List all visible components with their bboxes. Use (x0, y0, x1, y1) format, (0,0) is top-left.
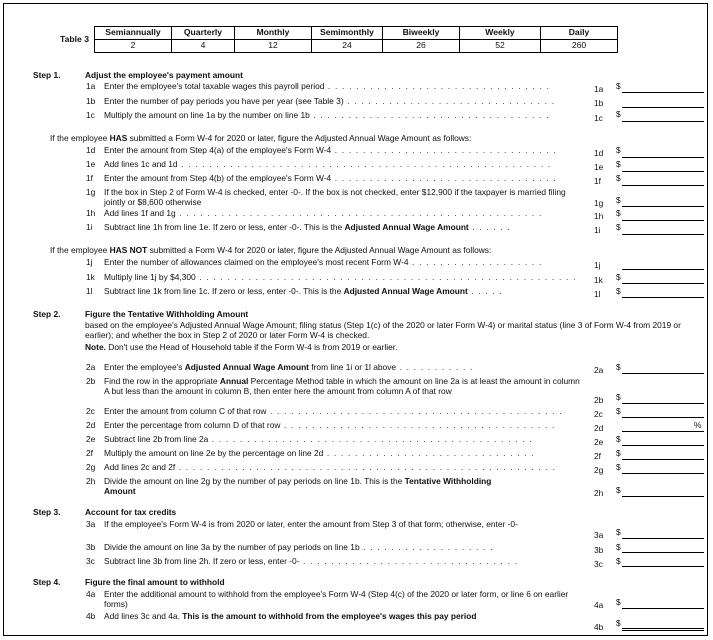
amount-field-1k[interactable] (622, 283, 704, 284)
table-3-value: 2 (94, 40, 171, 53)
line-text: Enter the number of allowances claimed on the employee's most recent Form W-4 . . . . . . . . . . . . . . . . . . . (104, 257, 543, 267)
line-text: Enter the additional amount to withhold from the employee's Form W-4 (Step 4(c) of the 2020 or later form, or line 6 on earlier forms) (104, 589, 569, 609)
line-code: 2e (594, 437, 604, 447)
line-code: 1a (594, 84, 604, 94)
dollar-sign: $ (616, 362, 621, 372)
amount-field-4b[interactable] (622, 628, 704, 631)
line-text: Add lines 1f and 1g . . . . . . . . . . . . . . . . . . . . . . . . . . . . . . . . . . . . . . . . . . . . . . . . . . . . (104, 208, 543, 218)
line-text: If the box in Step 2 of Form W-4 is checked, enter -0-. If the box is not checked, enter $12,900 if the taxpayer is married filing jointly or $8,600 otherwise (104, 187, 566, 207)
amount-field-1b[interactable] (622, 107, 704, 108)
amount-field-2b[interactable] (622, 403, 704, 404)
line-code: 1e (594, 162, 604, 172)
dollar-sign: $ (616, 597, 621, 607)
dollar-sign: $ (616, 406, 621, 416)
table-3-value: 260 (540, 40, 617, 53)
line-code: 4a (594, 600, 604, 610)
line-code: 1l (594, 289, 601, 299)
dollar-sign: $ (616, 81, 621, 91)
step-3-title: Account for tax credits (85, 507, 177, 517)
dollar-sign: $ (616, 462, 621, 472)
step-1-title: Adjust the employee's payment amount (85, 70, 243, 80)
line-code: 1f (594, 176, 601, 186)
line-code: 1d (594, 148, 604, 158)
line-code: 2c (594, 409, 603, 419)
table-3-value: 24 (311, 40, 382, 53)
amount-field-1f[interactable] (622, 185, 704, 186)
amount-field-2e[interactable] (622, 445, 704, 446)
line-number: 4b (86, 611, 96, 621)
line-code: 2h (594, 488, 604, 498)
line-number: 2a (86, 362, 96, 372)
table-3-header: Semiannually (94, 27, 171, 40)
amount-field-1e[interactable] (622, 171, 704, 172)
table-3-header: Daily (540, 27, 617, 40)
dollar-sign: $ (616, 272, 621, 282)
line-number: 3a (86, 519, 96, 529)
line-text: Enter the employee's total taxable wages this payroll period . . . . . . . . . . . . . . . . . . . . . . . . . . . . . . . . (104, 81, 551, 91)
amount-field-2h[interactable] (622, 496, 704, 497)
line-number: 1d (86, 145, 96, 155)
amount-field-2g[interactable] (622, 473, 704, 474)
amount-field-3c[interactable] (622, 566, 704, 567)
amount-field-2a[interactable] (622, 373, 704, 374)
line-text: Enter the amount from Step 4(b) of the employee's Form W-4 . . . . . . . . . . . . . . . . . . . . . . . . . . . . . . . . (104, 173, 557, 183)
step-3-label: Step 3. (33, 507, 61, 517)
line-number: 1g (86, 187, 96, 197)
line-code: 3a (594, 530, 604, 540)
line-text: Multiply the amount on line 2e by the percentage on line 2d . . . . . . . . . . . . . . . . . . . . . . . . . . . . . . (104, 448, 535, 458)
dollar-sign: $ (616, 618, 621, 628)
amount-field-1i[interactable] (622, 234, 704, 235)
line-number: 3c (86, 556, 95, 566)
table-3-header: Weekly (459, 27, 540, 40)
amount-field-1d[interactable] (622, 157, 704, 158)
line-text: Multiply the amount on line 1a by the number on line 1b . . . . . . . . . . . . . . . . . . . . . . . . . . . . . . . . . . (104, 110, 550, 120)
line-code: 1h (594, 211, 604, 221)
dollar-sign: $ (616, 485, 621, 495)
line-code: 1i (594, 225, 601, 235)
line-number: 1b (86, 96, 96, 106)
amount-field-3b[interactable] (622, 552, 704, 553)
line-number: 1l (86, 286, 93, 296)
table-3-value: 4 (171, 40, 234, 53)
table-3-header: Monthly (234, 27, 311, 40)
percentage-field-2d[interactable] (622, 431, 704, 432)
step-2-note: Note. Don't use the Head of Household table if the Form W-4 is from 2019 or earlier. (85, 342, 398, 352)
amount-field-1g[interactable] (622, 206, 704, 207)
amount-field-4a[interactable] (622, 608, 704, 609)
line-text: Enter the percentage from column D of that row . . . . . . . . . . . . . . . . . . . . . . . . . . . . . . . . . . . . . . . (104, 420, 556, 430)
line-code: 2d (594, 423, 604, 433)
line-code: 1k (594, 275, 603, 285)
line-number: 2c (86, 406, 95, 416)
step-2-title: Figure the Tentative Withholding Amount (85, 309, 249, 319)
line-number: 2f (86, 448, 93, 458)
line-number: 2b (86, 376, 96, 386)
line-number: 1e (86, 159, 96, 169)
line-text: Divide the amount on line 2g by the number of pay periods on line 1b. This is the Tentative Withholding Amount (104, 476, 492, 496)
line-number: 1h (86, 208, 96, 218)
line-text: Enter the amount from column C of that row . . . . . . . . . . . . . . . . . . . . . . . . . . . . . . . . . . . . . . . . . . (104, 406, 563, 416)
step-2-description: based on the employee's Adjusted Annual Wage Amount; filing status (Step 1(c) of the 2020 or later Form W-4) or marital status (line 3 of Form W-4 from 2019 or earlier); and whether the box in Step 2 of 2020 or later Form W-4 is checked. (85, 320, 681, 340)
table-3-value: 12 (234, 40, 311, 53)
dollar-sign: $ (616, 222, 621, 232)
line-text: Add lines 2c and 2f . . . . . . . . . . . . . . . . . . . . . . . . . . . . . . . . . . . . . . . . . . . . . . . . . . . . . . (104, 462, 557, 472)
line-text: Subtract line 1k from line 1c. If zero or less, enter -0-. This is the Adjusted Annual Wage Amount . . . . . (104, 286, 504, 296)
table-3-value-row (58, 40, 617, 53)
amount-field-1l[interactable] (622, 297, 704, 298)
line-text: Add lines 3c and 4a. This is the amount to withhold from the employee's wages this pay period (104, 611, 477, 621)
table-3-header: Semimonthly (311, 27, 382, 40)
line-number: 2e (86, 434, 96, 444)
line-number: 1f (86, 173, 93, 183)
line-code: 3b (594, 545, 604, 555)
step-1-label: Step 1. (33, 70, 61, 80)
line-text: Subtract line 3b from line 2h. If zero or less, enter -0- . . . . . . . . . . . . . . . . . . . . . . . . . . . . . . . (104, 556, 519, 566)
amount-field-2c[interactable] (622, 417, 704, 418)
dollar-sign: $ (616, 109, 621, 119)
amount-field-1c[interactable] (622, 121, 704, 122)
table-3-header-row (58, 27, 617, 40)
line-text: Divide the amount on line 3a by the number of pay periods on line 1b . . . . . . . . . . . . . . . . . . . (104, 542, 494, 552)
line-code: 1b (594, 98, 604, 108)
line-code: 2a (594, 365, 604, 375)
dollar-sign: $ (616, 286, 621, 296)
percent-sign: % (694, 420, 702, 430)
step-2-label: Step 2. (33, 309, 61, 319)
dollar-sign: $ (616, 448, 621, 458)
table-3-value: 52 (459, 40, 540, 53)
line-number: 2g (86, 462, 96, 472)
line-number: 1a (86, 81, 96, 91)
line-code: 2g (594, 465, 604, 475)
line-text: Find the row in the appropriate Annual Percentage Method table in which the amount on line 2a is at least the amount in column A but less than the amount in column B, then enter here the amount from column A of that row (104, 376, 580, 396)
dollar-sign: $ (616, 527, 621, 537)
amount-field-1h[interactable] (622, 220, 704, 221)
dollar-sign: $ (616, 542, 621, 552)
line-text: Enter the number of pay periods you have per year (see Table 3) . . . . . . . . . . . . . . . . . . . . . . . . . . . . . . (104, 96, 556, 106)
line-code: 1g (594, 198, 604, 208)
line-text: If the employee's Form W-4 is from 2020 or later, enter the amount from Step 3 of that form; otherwise, enter -0- (104, 519, 518, 529)
amount-field-2f[interactable] (622, 459, 704, 460)
dollar-sign: $ (616, 208, 621, 218)
table-3-pay-periods (58, 26, 618, 53)
step-4-label: Step 4. (33, 577, 61, 587)
amount-field-3a[interactable] (622, 538, 704, 539)
line-code: 2b (594, 395, 604, 405)
line-text: Enter the employee's Adjusted Annual Wage Amount from line 1i or 1l above . . . . . . . . . . . (104, 362, 474, 372)
line-code: 2f (594, 451, 601, 461)
dollar-sign: $ (616, 434, 621, 444)
line-text: Subtract line 1h from line 1e. If zero or less, enter -0-. This is the Adjusted Annual Wage Amount . . . . . . (104, 222, 512, 232)
amount-field-1a[interactable] (622, 92, 704, 93)
line-code: 1c (594, 113, 603, 123)
line-code: 4b (594, 622, 604, 632)
line-number: 1c (86, 110, 95, 120)
dollar-sign: $ (616, 195, 621, 205)
line-number: 1k (86, 272, 95, 282)
table-3-header: Quarterly (171, 27, 234, 40)
line-text: Add lines 1c and 1d . . . . . . . . . . . . . . . . . . . . . . . . . . . . . . . . . . . . . . . . . . . . . . . . . . . . . (104, 159, 552, 169)
step-4-title: Figure the final amount to withhold (85, 577, 225, 587)
table-3-value: 26 (382, 40, 459, 53)
dollar-sign: $ (616, 173, 621, 183)
amount-field-1j[interactable] (622, 269, 704, 270)
table-3-header: Biweekly (382, 27, 459, 40)
dollar-sign: $ (616, 159, 621, 169)
has-w4-intro: If the employee HAS submitted a Form W-4 for 2020 or later, figure the Adjusted Annual Wage Amount as follows: (50, 133, 472, 143)
line-code: 1j (594, 260, 601, 270)
line-text: Subtract line 2b from line 2a . . . . . . . . . . . . . . . . . . . . . . . . . . . . . . . . . . . . . . . . . . . . . . (104, 434, 533, 444)
dollar-sign: $ (616, 392, 621, 402)
table-3-label: Table 3 (60, 33, 89, 44)
has-not-w4-intro: If the employee HAS NOT submitted a Form W-4 for 2020 or later, figure the Adjusted Annual Wage Amount as follows: (50, 245, 492, 255)
line-number: 1i (86, 222, 93, 232)
line-text: Enter the amount from Step 4(a) of the employee's Form W-4 . . . . . . . . . . . . . . . . . . . . . . . . . . . . . . . . (104, 145, 557, 155)
line-code: 3c (594, 559, 603, 569)
line-number: 2d (86, 420, 96, 430)
line-number: 2h (86, 476, 96, 486)
line-number: 4a (86, 589, 96, 599)
dollar-sign: $ (616, 556, 621, 566)
line-number: 3b (86, 542, 96, 552)
line-text: Multiply line 1j by $4,300 . . . . . . . . . . . . . . . . . . . . . . . . . . . . . . . . . . . . . . . . . . . . . . . . . . . . . . (104, 272, 577, 282)
dollar-sign: $ (616, 145, 621, 155)
line-number: 1j (86, 257, 93, 267)
